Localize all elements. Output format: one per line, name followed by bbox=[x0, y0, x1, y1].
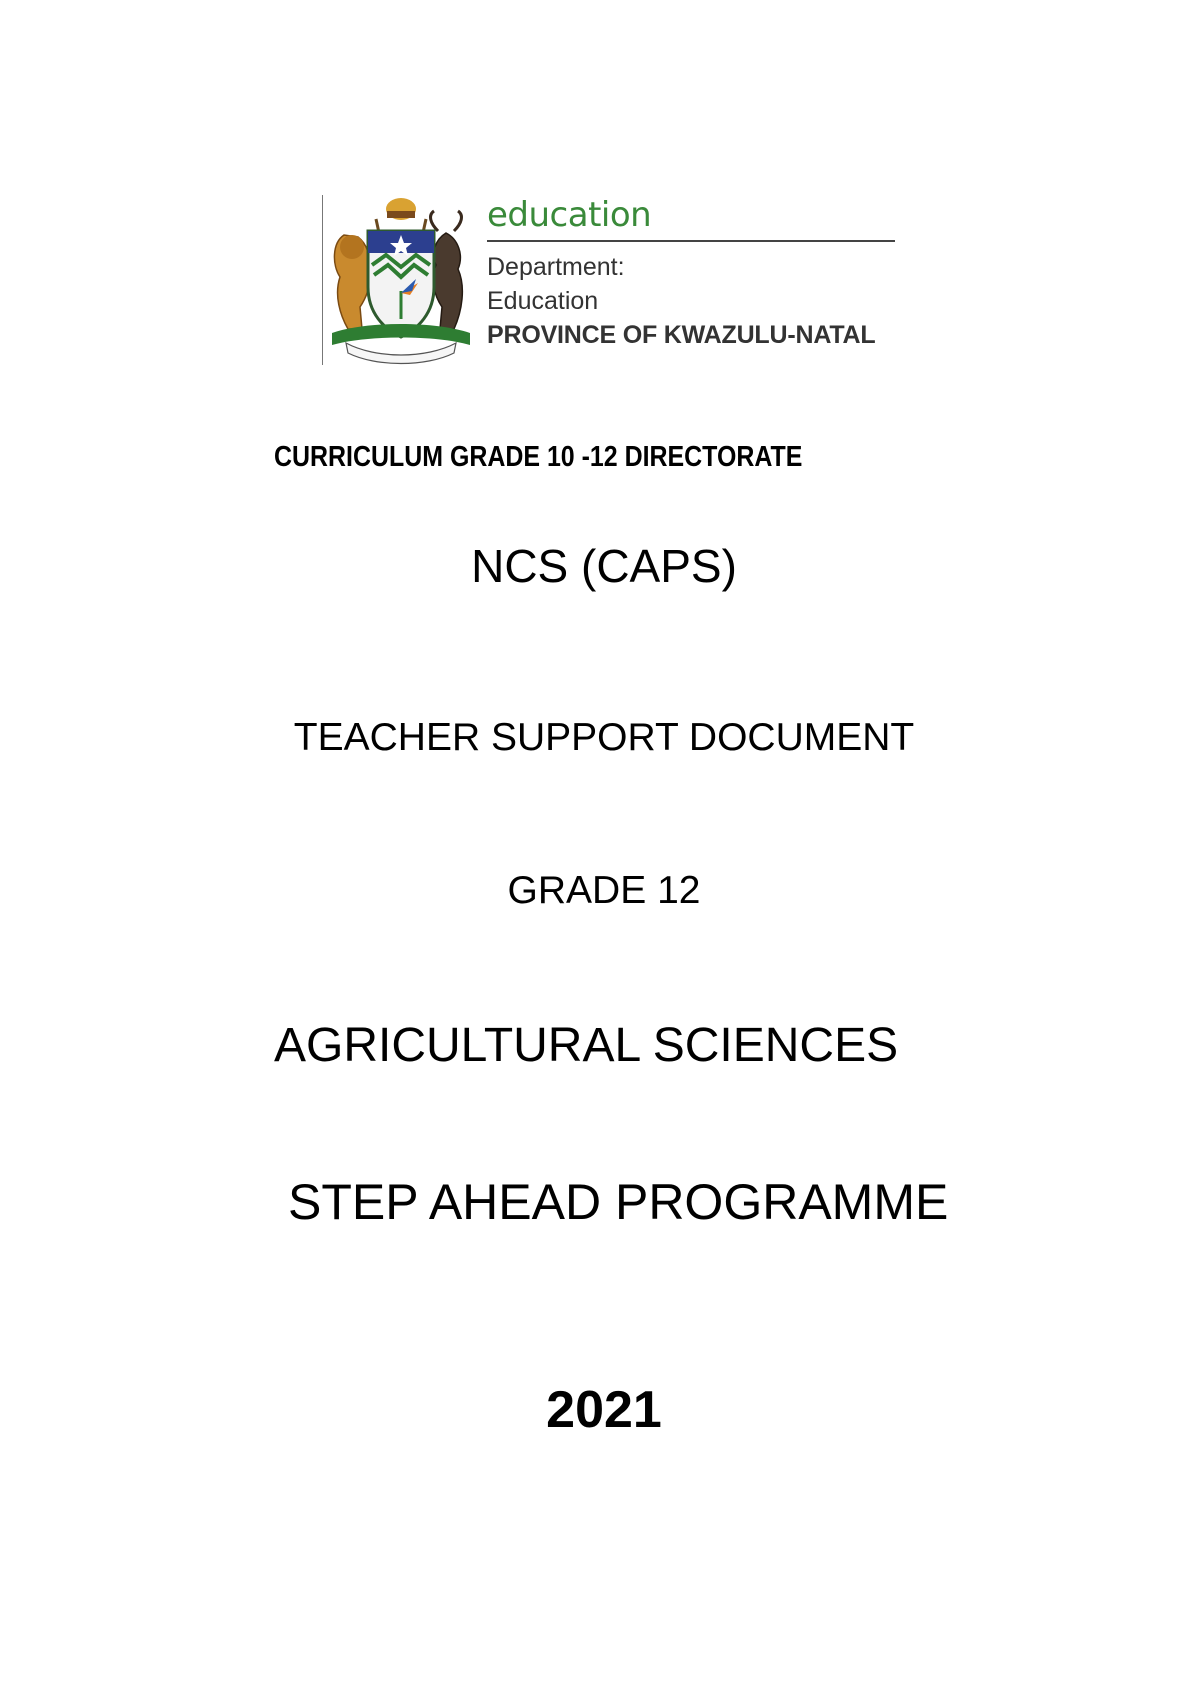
department-name: Education bbox=[487, 287, 599, 315]
programme-title: STEP AHEAD PROGRAMME bbox=[288, 1174, 949, 1230]
logo-divider bbox=[322, 195, 323, 365]
logo-underline bbox=[487, 240, 895, 242]
directorate-heading: CURRICULUM GRADE 10 -12 DIRECTORATE bbox=[274, 441, 803, 473]
province-name: PROVINCE OF KWAZULU-NATAL bbox=[487, 321, 876, 349]
document-type-title: TEACHER SUPPORT DOCUMENT bbox=[293, 716, 915, 759]
subject-title: AGRICULTURAL SCIENCES bbox=[274, 1019, 899, 1072]
curriculum-title: NCS (CAPS) bbox=[471, 540, 737, 592]
department-label: Department: bbox=[487, 253, 625, 281]
year-title: 2021 bbox=[546, 1381, 662, 1439]
coat-of-arms-icon bbox=[326, 195, 476, 365]
department-logo bbox=[322, 195, 902, 365]
logo-brand-word: education bbox=[487, 195, 652, 235]
logo-text-group bbox=[487, 195, 902, 352]
grade-title: GRADE 12 bbox=[507, 869, 701, 912]
